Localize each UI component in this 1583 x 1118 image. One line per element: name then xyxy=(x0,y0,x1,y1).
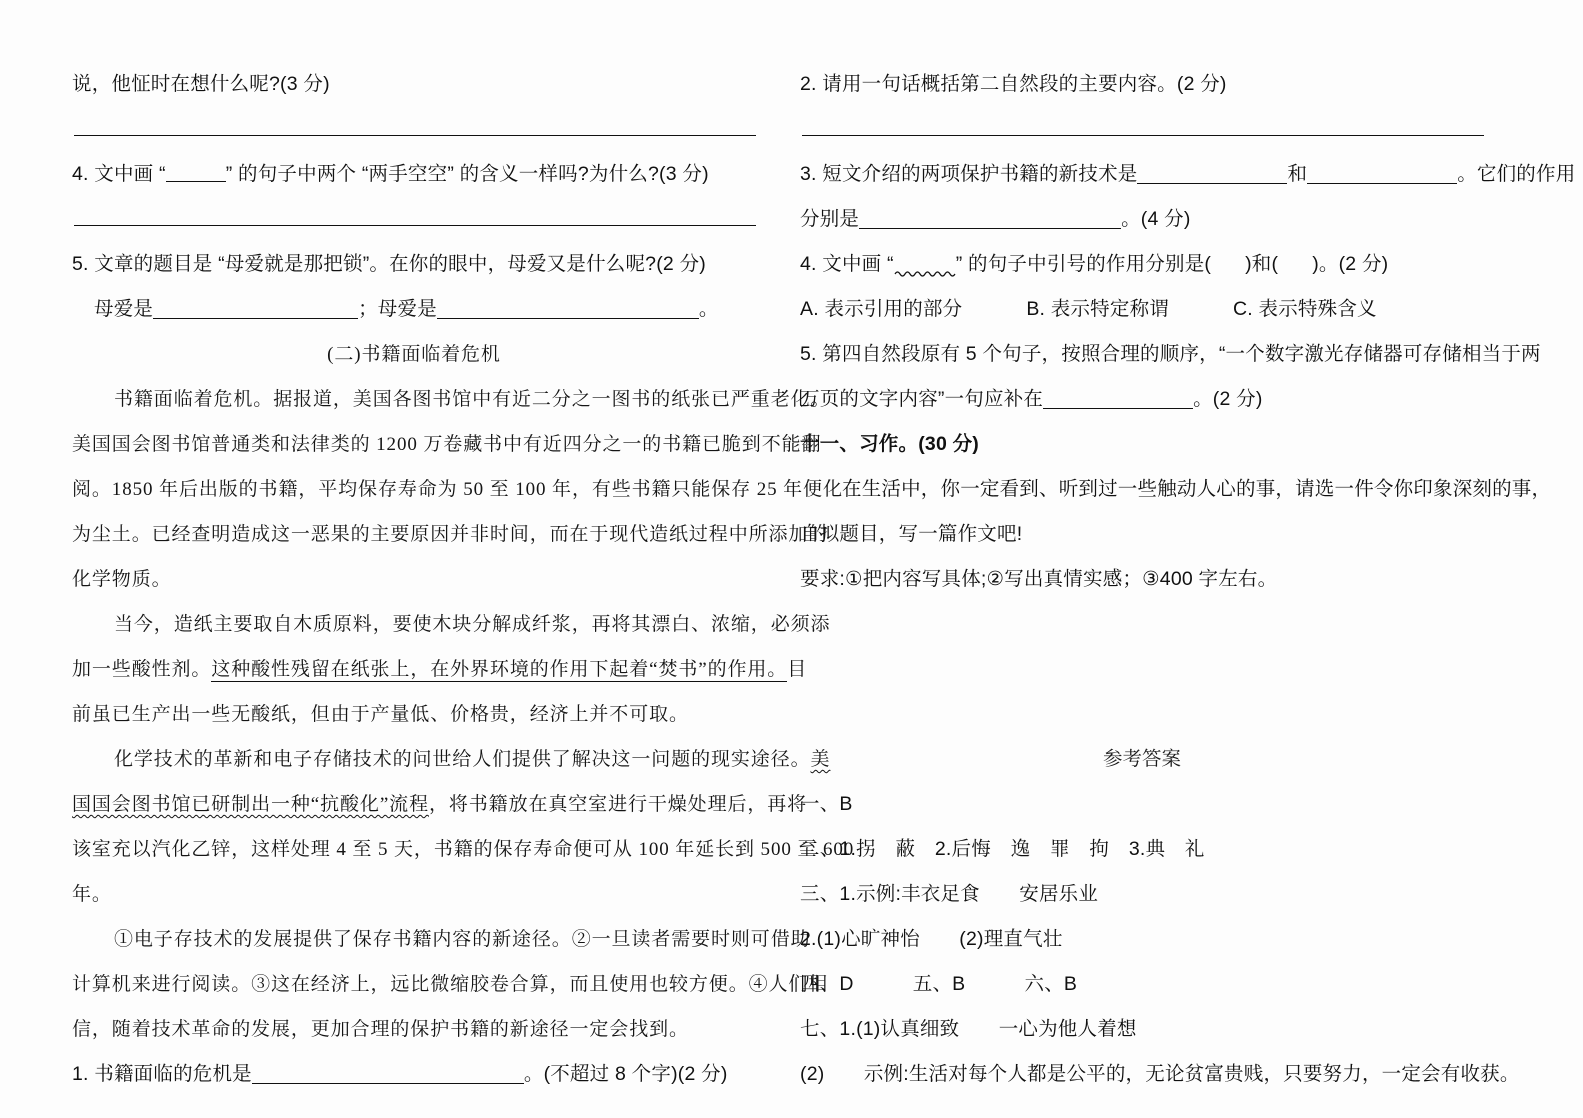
q5-blank-1[interactable] xyxy=(153,300,358,319)
passage-p1-line1: 书籍面临着危机。据报道，美国各图书馆中有近二分之一图书的纸张已严重老化。 xyxy=(114,389,831,410)
question-5-right-line1: 5. 第四自然段原有 5 个句子，按照合理的顺序，“一个数字激光存储器可存储相当于两 xyxy=(800,343,1541,365)
q3-blank-1[interactable] xyxy=(1137,165,1287,184)
q3-line2-post: 。(4 分) xyxy=(1121,208,1191,230)
right-column xyxy=(800,62,1576,1097)
passage-p2-line3: 前虽已生产出一些无酸纸，但由于产量低、价格贵，经济上并不可取。 xyxy=(72,704,689,725)
answer-rule-q2[interactable] xyxy=(800,107,1484,152)
answer-rule-q4[interactable] xyxy=(72,197,756,242)
q4r-pre: 4. 文中画 “ xyxy=(800,253,894,275)
passage-p1-line3: 阅。1850 年后出版的书籍，平均保存寿命为 50 至 100 年，有些书籍只能保存 25 年便化 xyxy=(72,479,843,500)
question-5-right-line2 xyxy=(800,377,1484,422)
q5-fill-pre: 母爱是 xyxy=(94,298,154,320)
passage-p3-line4: 年。 xyxy=(72,884,112,905)
answer-line xyxy=(74,135,756,136)
q3-mid: 和 xyxy=(1287,163,1308,185)
p3-wavy-sentence: 国国会图书馆已研制出一种“抗酸化”流程 xyxy=(72,794,429,815)
writing-space xyxy=(800,602,1484,737)
passage-p4-line2: 计算机来进行阅读。③这在经济上，远比微缩胶卷合算，而且使用也较方便。④人们相 xyxy=(72,974,829,995)
p2-plain-a: 加一些酸性剂。 xyxy=(72,659,212,680)
q5r-pre: 万页的文字内容”一句应补在 xyxy=(800,388,1044,410)
passage-p4-line3: 信，随着技术革命的发展，更加合理的保护书籍的新途径一定会找到。 xyxy=(72,1019,689,1040)
passage-heading: (二)书籍面临着危机 xyxy=(327,344,501,365)
answers-title: 参考答案 xyxy=(1102,748,1181,770)
answer-rule-q3[interactable] xyxy=(72,107,756,152)
underline-mark-icon xyxy=(166,163,226,182)
q3-pre: 3. 短文介绍的两项保护书籍的新技术是 xyxy=(800,163,1138,185)
answer-item: 一、B xyxy=(800,793,853,815)
q5-blank-2[interactable] xyxy=(437,300,699,319)
question-3-line1 xyxy=(800,152,1576,197)
p3-plain-b: ，将书籍放在真空室进行干燥处理后，再将 xyxy=(428,794,808,815)
option-b[interactable]: B. 表示特定称谓 xyxy=(1026,298,1169,320)
q1-post: 。(不超过 8 个字)(2 分) xyxy=(523,1063,728,1085)
question-4-pre: 4. 文中画 “ xyxy=(72,163,166,185)
q4r-end: )。(2 分) xyxy=(1312,253,1389,275)
option-c[interactable]: C. 表示特殊含义 xyxy=(1233,298,1377,320)
composition-line2: 自拟题目，写一篇作文吧! xyxy=(800,523,1023,545)
p3-plain-a: 化学技术的革新和电子存储技术的问世给人们提供了解决这一问题的现实途径。 xyxy=(114,749,811,770)
answer-item: 三、1.示例:丰衣足食 安居乐业 xyxy=(800,883,1099,905)
q5-fill-end: 。 xyxy=(698,298,719,320)
q4r-post: ” 的句子中引号的作用分别是( xyxy=(955,253,1212,275)
answer-item: 四、D 五、B 六、B xyxy=(800,973,1078,995)
q3-blank-2[interactable] xyxy=(1307,165,1457,184)
q3-post: 。它们的作用 xyxy=(1457,163,1576,185)
passage-p3-line3: 该室充以汽化乙锌，这样处理 4 至 5 天，书籍的保存寿命便可从 100 年延长到 500 至 600 xyxy=(72,839,855,860)
passage-p3-line2 xyxy=(72,782,808,827)
passage-p1-line2: 美国国会图书馆普通类和法律类的 1200 万卷藏书中有近四分之一的书籍已脆到不能翻 xyxy=(72,434,822,455)
answer-item: (2) 示例:生活对每个人都是公平的，无论贫富贵贱，只要努力，一定会有收获。 xyxy=(800,1063,1520,1085)
question-3-line2 xyxy=(800,197,1484,242)
passage-p1-line5: 化学物质。 xyxy=(72,569,172,590)
q5r-blank[interactable] xyxy=(1043,390,1193,409)
composition-requirements: 要求:①把内容写具体;②写出真情实感；③400 字左右。 xyxy=(800,568,1278,590)
question-2: 2. 请用一句话概括第二自然段的主要内容。(2 分) xyxy=(800,73,1227,95)
question-4-options xyxy=(800,287,1484,332)
composition-heading: 十一、习作。(30 分) xyxy=(800,433,979,455)
passage-p3-line1 xyxy=(72,737,831,782)
passage-p2-line1: 当今，造纸主要取自木质原料，要使木块分解成纤浆，再将其漂白、浓缩，必须添 xyxy=(114,614,831,635)
p3-wavy-start: 美 xyxy=(810,749,831,770)
passage-p4-line1: ①电子存技术的发展提供了保存书籍内容的新途径。②一旦读者需要时则可借助 xyxy=(114,929,811,950)
q4r-mid: )和( xyxy=(1245,253,1279,275)
q3-blank-3[interactable] xyxy=(859,210,1121,229)
p2-plain-b: 目 xyxy=(787,659,808,680)
question-1 xyxy=(72,1052,756,1097)
question-4-post: ” 的句子中两个 “两手空空” 的含义一样吗?为什么?(3 分) xyxy=(225,163,709,185)
composition-line1: 在生活中，你一定看到、听到过一些触动人心的事，请选一件令你印象深刻的事， xyxy=(842,478,1552,500)
wavy-underline-icon xyxy=(894,268,956,277)
question-3-tail: 说，他怔时在想什么呢?(3 分) xyxy=(72,73,330,95)
answer-item: 七、1.(1)认真细致 一心为他人着想 xyxy=(800,1018,1137,1040)
q1-pre: 1. 书籍面临的危机是 xyxy=(72,1063,252,1085)
answer-item: 二、1.拐 蔽 2.后悔 逸 罪 拘 3.典 礼 xyxy=(800,838,1205,860)
q1-blank[interactable] xyxy=(252,1065,524,1084)
question-4-right xyxy=(800,242,1484,287)
answer-line xyxy=(802,135,1484,136)
question-5-fill-row xyxy=(72,287,756,332)
question-4 xyxy=(72,152,756,197)
passage-p2-line2 xyxy=(72,647,808,692)
passage-p1-line4: 为尘土。已经查明造成这一恶果的主要原因并非时间，而在于现代造纸过程中所添加的 xyxy=(72,524,829,545)
q3-line2-pre: 分别是 xyxy=(800,208,860,230)
q5-fill-mid: ；母爱是 xyxy=(358,298,437,320)
answers-list xyxy=(800,782,1520,1097)
answer-line xyxy=(74,225,756,226)
answer-item: 2.(1)心旷神怡 (2)理直气壮 xyxy=(800,928,1063,950)
question-5-prompt: 5. 文章的题目是 “母爱就是那把锁”。在你的眼中，母爱又是什么呢?(2 分) xyxy=(72,253,706,275)
option-a[interactable]: A. 表示引用的部分 xyxy=(800,298,963,320)
p2-underlined-sentence: 这种酸性残留在纸张上，在外界环境的作用下起着“焚书”的作用。 xyxy=(211,659,788,680)
q5r-post: 。(2 分) xyxy=(1193,388,1263,410)
